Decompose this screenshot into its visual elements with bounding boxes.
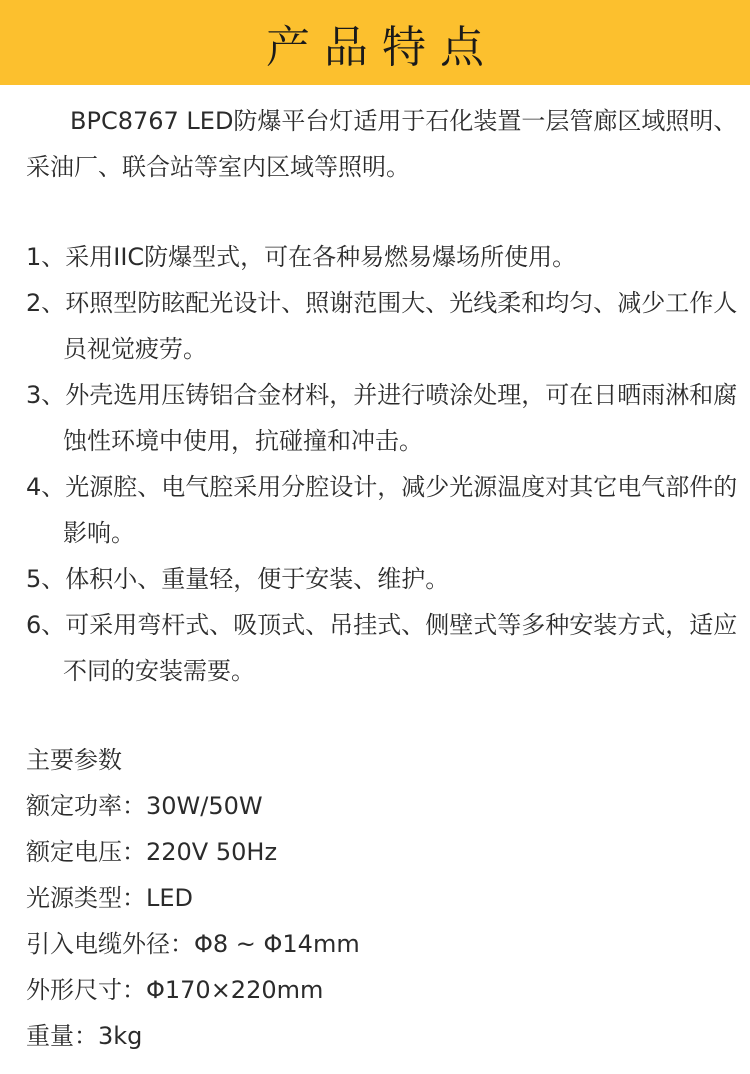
spec-heading: 主要参数: [26, 746, 122, 774]
page-title: 产品特点: [266, 21, 498, 73]
intro-paragraph: BPC8767 LED防爆平台灯适用于石化装置一层管廊区域照明、采油厂、联合站等室内区域等照明。: [26, 107, 738, 181]
spec-weight: 重量：3kg: [26, 1022, 143, 1050]
feature-list: [26, 234, 738, 694]
spec-dimensions: 外形尺寸：Φ170×220mm: [26, 976, 324, 1004]
spec-section: [26, 737, 738, 1059]
spec-rated-voltage: 额定电压：220V 50Hz: [26, 838, 278, 866]
feature-item: 2、环照型防眩配光设计、照谢范围大、光线柔和均匀、减少工作人员视觉疲劳。: [26, 289, 738, 363]
spec-cable-diameter: 引入电缆外径：Φ8 ~ Φ14mm: [26, 930, 360, 958]
feature-item: 3、外壳选用压铸铝合金材料，并进行喷涂处理，可在日晒雨淋和腐蚀性环境中使用，抗碰撞和冲击。: [26, 381, 738, 455]
feature-item: 1、采用IIC防爆型式，可在各种易燃易爆场所使用。: [26, 243, 577, 271]
feature-item: 5、体积小、重量轻，便于安装、维护。: [26, 565, 450, 593]
title-banner: [0, 0, 750, 85]
feature-item: 4、光源腔、电气腔采用分腔设计，减少光源温度对其它电气部件的影响。: [26, 473, 738, 547]
feature-item: 6、可采用弯杆式、吸顶式、吊挂式、侧壁式等多种安装方式，适应不同的安装需要。: [26, 611, 738, 685]
spec-light-source: 光源类型：LED: [26, 884, 194, 912]
spec-rated-power: 额定功率：30W/50W: [26, 792, 263, 820]
